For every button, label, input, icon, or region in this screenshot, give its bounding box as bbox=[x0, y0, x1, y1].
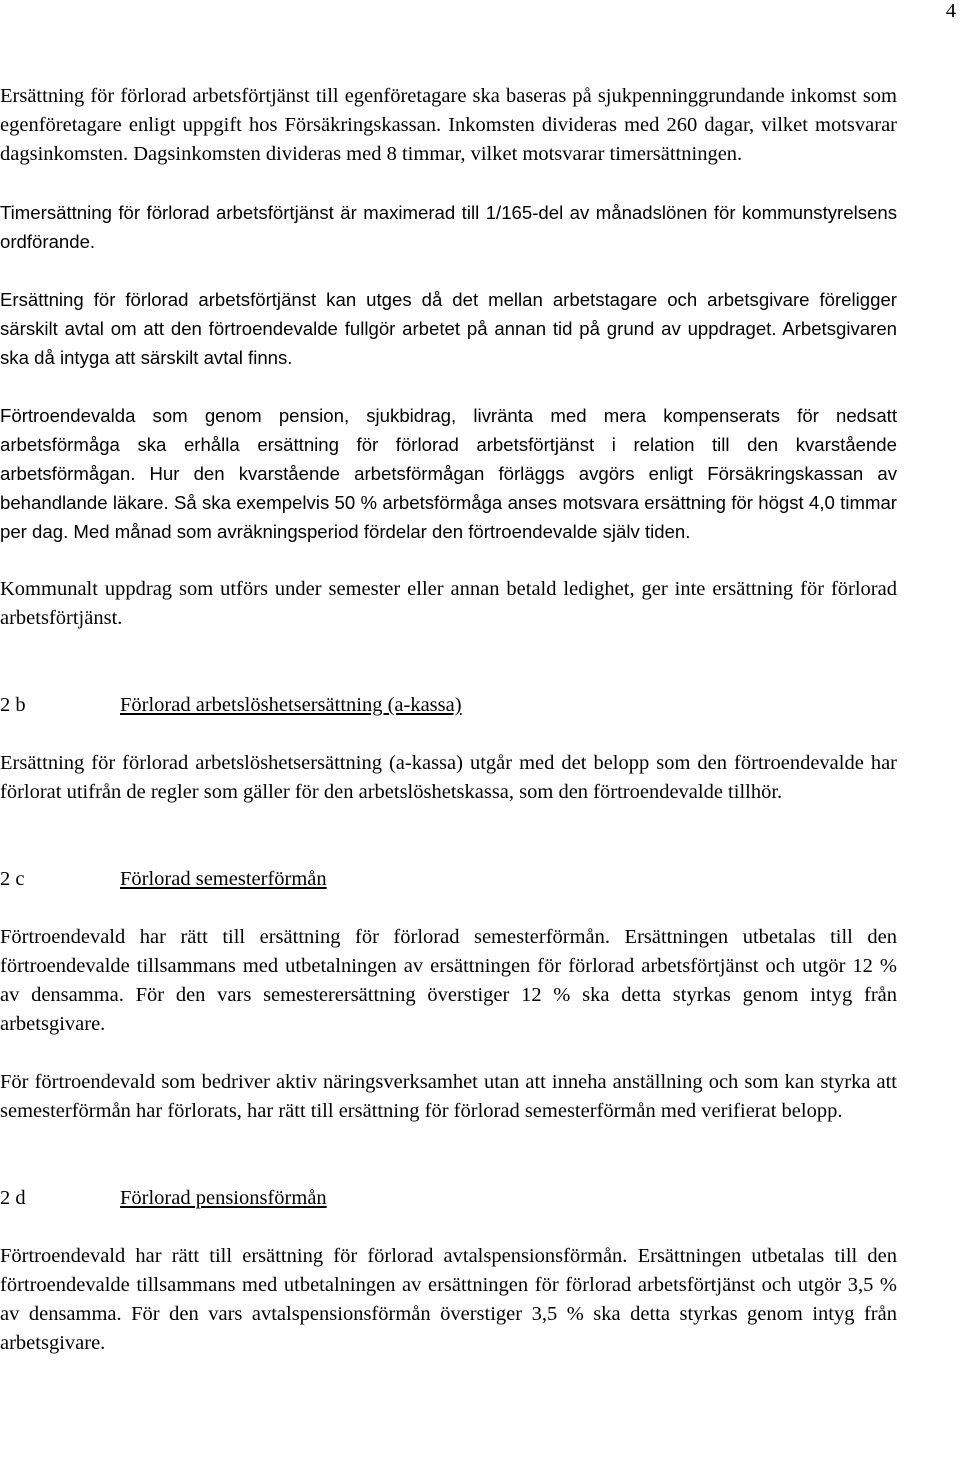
paragraph-sarskilt-avtal: Ersättning för förlorad arbetsförtjänst kan utges då det mellan arbetstagare och arbetsgivare föreligger särskilt avtal om att den förtroendevalde fullgör arbetet på annan tid på grund av uppdraget. Arbetsgivaren ska då intyga att särskilt avtal finns. bbox=[0, 289, 897, 368]
section-number: 2 b bbox=[0, 694, 26, 716]
paragraph-naringsverksamhet: För förtroendevald som bedriver aktiv näringsverksamhet utan att inneha anställning och som kan styrka att semesterförmån har förlorats, har rätt till ersättning för förlorad semesterförmån med verifierat belopp. bbox=[0, 1071, 897, 1122]
document-body bbox=[0, 82, 897, 1387]
section-heading-2b bbox=[0, 691, 897, 720]
paragraph-nedsatt-arbetsformaga: Förtroendevalda som genom pension, sjukbidrag, livränta med mera kompenserats för nedsatt arbetsförmåga ska erhålla ersättning för förlorad arbetsförtjänst i relation till den kvarstående arbetsförmågan. Hur den kvarstående arbetsförmågan förläggs avgörs enligt Försäkringskassan av behandlande läkare. Så ska exempelvis 50 % arbetsförmåga anses motsvara ersättning för högst 4,0 timmar per dag. Med månad som avräkningsperiod fördelar den förtroendevalde själv tiden. bbox=[0, 405, 897, 542]
section-title: Förlorad pensionsförmån bbox=[120, 1187, 327, 1209]
paragraph-semesterforman: Förtroendevald har rätt till ersättning för förlorad semesterförmån. Ersättningen utbetalas till den förtroendevalde tillsammans med utbetalningen av ersättningen för förlorad arbetsförtjänst och utgör 12 % av densamma. För den vars semesterersättning överstiger 12 % ska detta styrkas genom intyg från arbetsgivare. bbox=[0, 926, 897, 1035]
paragraph-semester-ledighet: Kommunalt uppdrag som utförs under semester eller annan betald ledighet, ger inte ersättning för förlorad arbetsförtjänst. bbox=[0, 578, 897, 629]
section-title: Förlorad semesterförmån bbox=[120, 868, 327, 890]
section-number: 2 c bbox=[0, 868, 25, 890]
paragraph-a-kassa: Ersättning för förlorad arbetslöshetsersättning (a-kassa) utgår med det belopp som den förtroendevalde har förlorat utifrån de regler som gäller för den arbetslöshetskassa, som den förtroendevalde tillhör. bbox=[0, 752, 897, 803]
section-title: Förlorad arbetslöshetsersättning (a-kassa) bbox=[120, 694, 462, 716]
section-heading-2d bbox=[0, 1184, 897, 1213]
section-heading-2c bbox=[0, 865, 897, 894]
page-number: 4 bbox=[945, 0, 956, 22]
paragraph-egenforetagare: Ersättning för förlorad arbetsförtjänst till egenföretagare ska baseras på sjukpenninggrundande inkomst som egenföretagare enligt uppgift hos Försäkringskassan. Inkomsten divideras med 260 dagar, vilket motsvarar dagsinkomsten. Dagsinkomsten divideras med 8 timmar, vilket motsvarar timersättningen. bbox=[0, 85, 897, 165]
section-number: 2 d bbox=[0, 1187, 26, 1209]
paragraph-timersattning: Timersättning för förlorad arbetsförtjänst är maximerad till 1/165-del av månadslönen för kommunstyrelsens ordförande. bbox=[0, 202, 897, 252]
paragraph-pensionsforman: Förtroendevald har rätt till ersättning för förlorad avtalspensionsförmån. Ersättningen utbetalas till den förtroendevalde tillsammans med utbetalningen av ersättningen för förlorad arbetsförtjänst och utgör 3,5 % av densamma. För den vars avtalspensionsförmån överstiger 3,5 % ska detta styrkas genom intyg från arbetsgivare. bbox=[0, 1245, 897, 1354]
